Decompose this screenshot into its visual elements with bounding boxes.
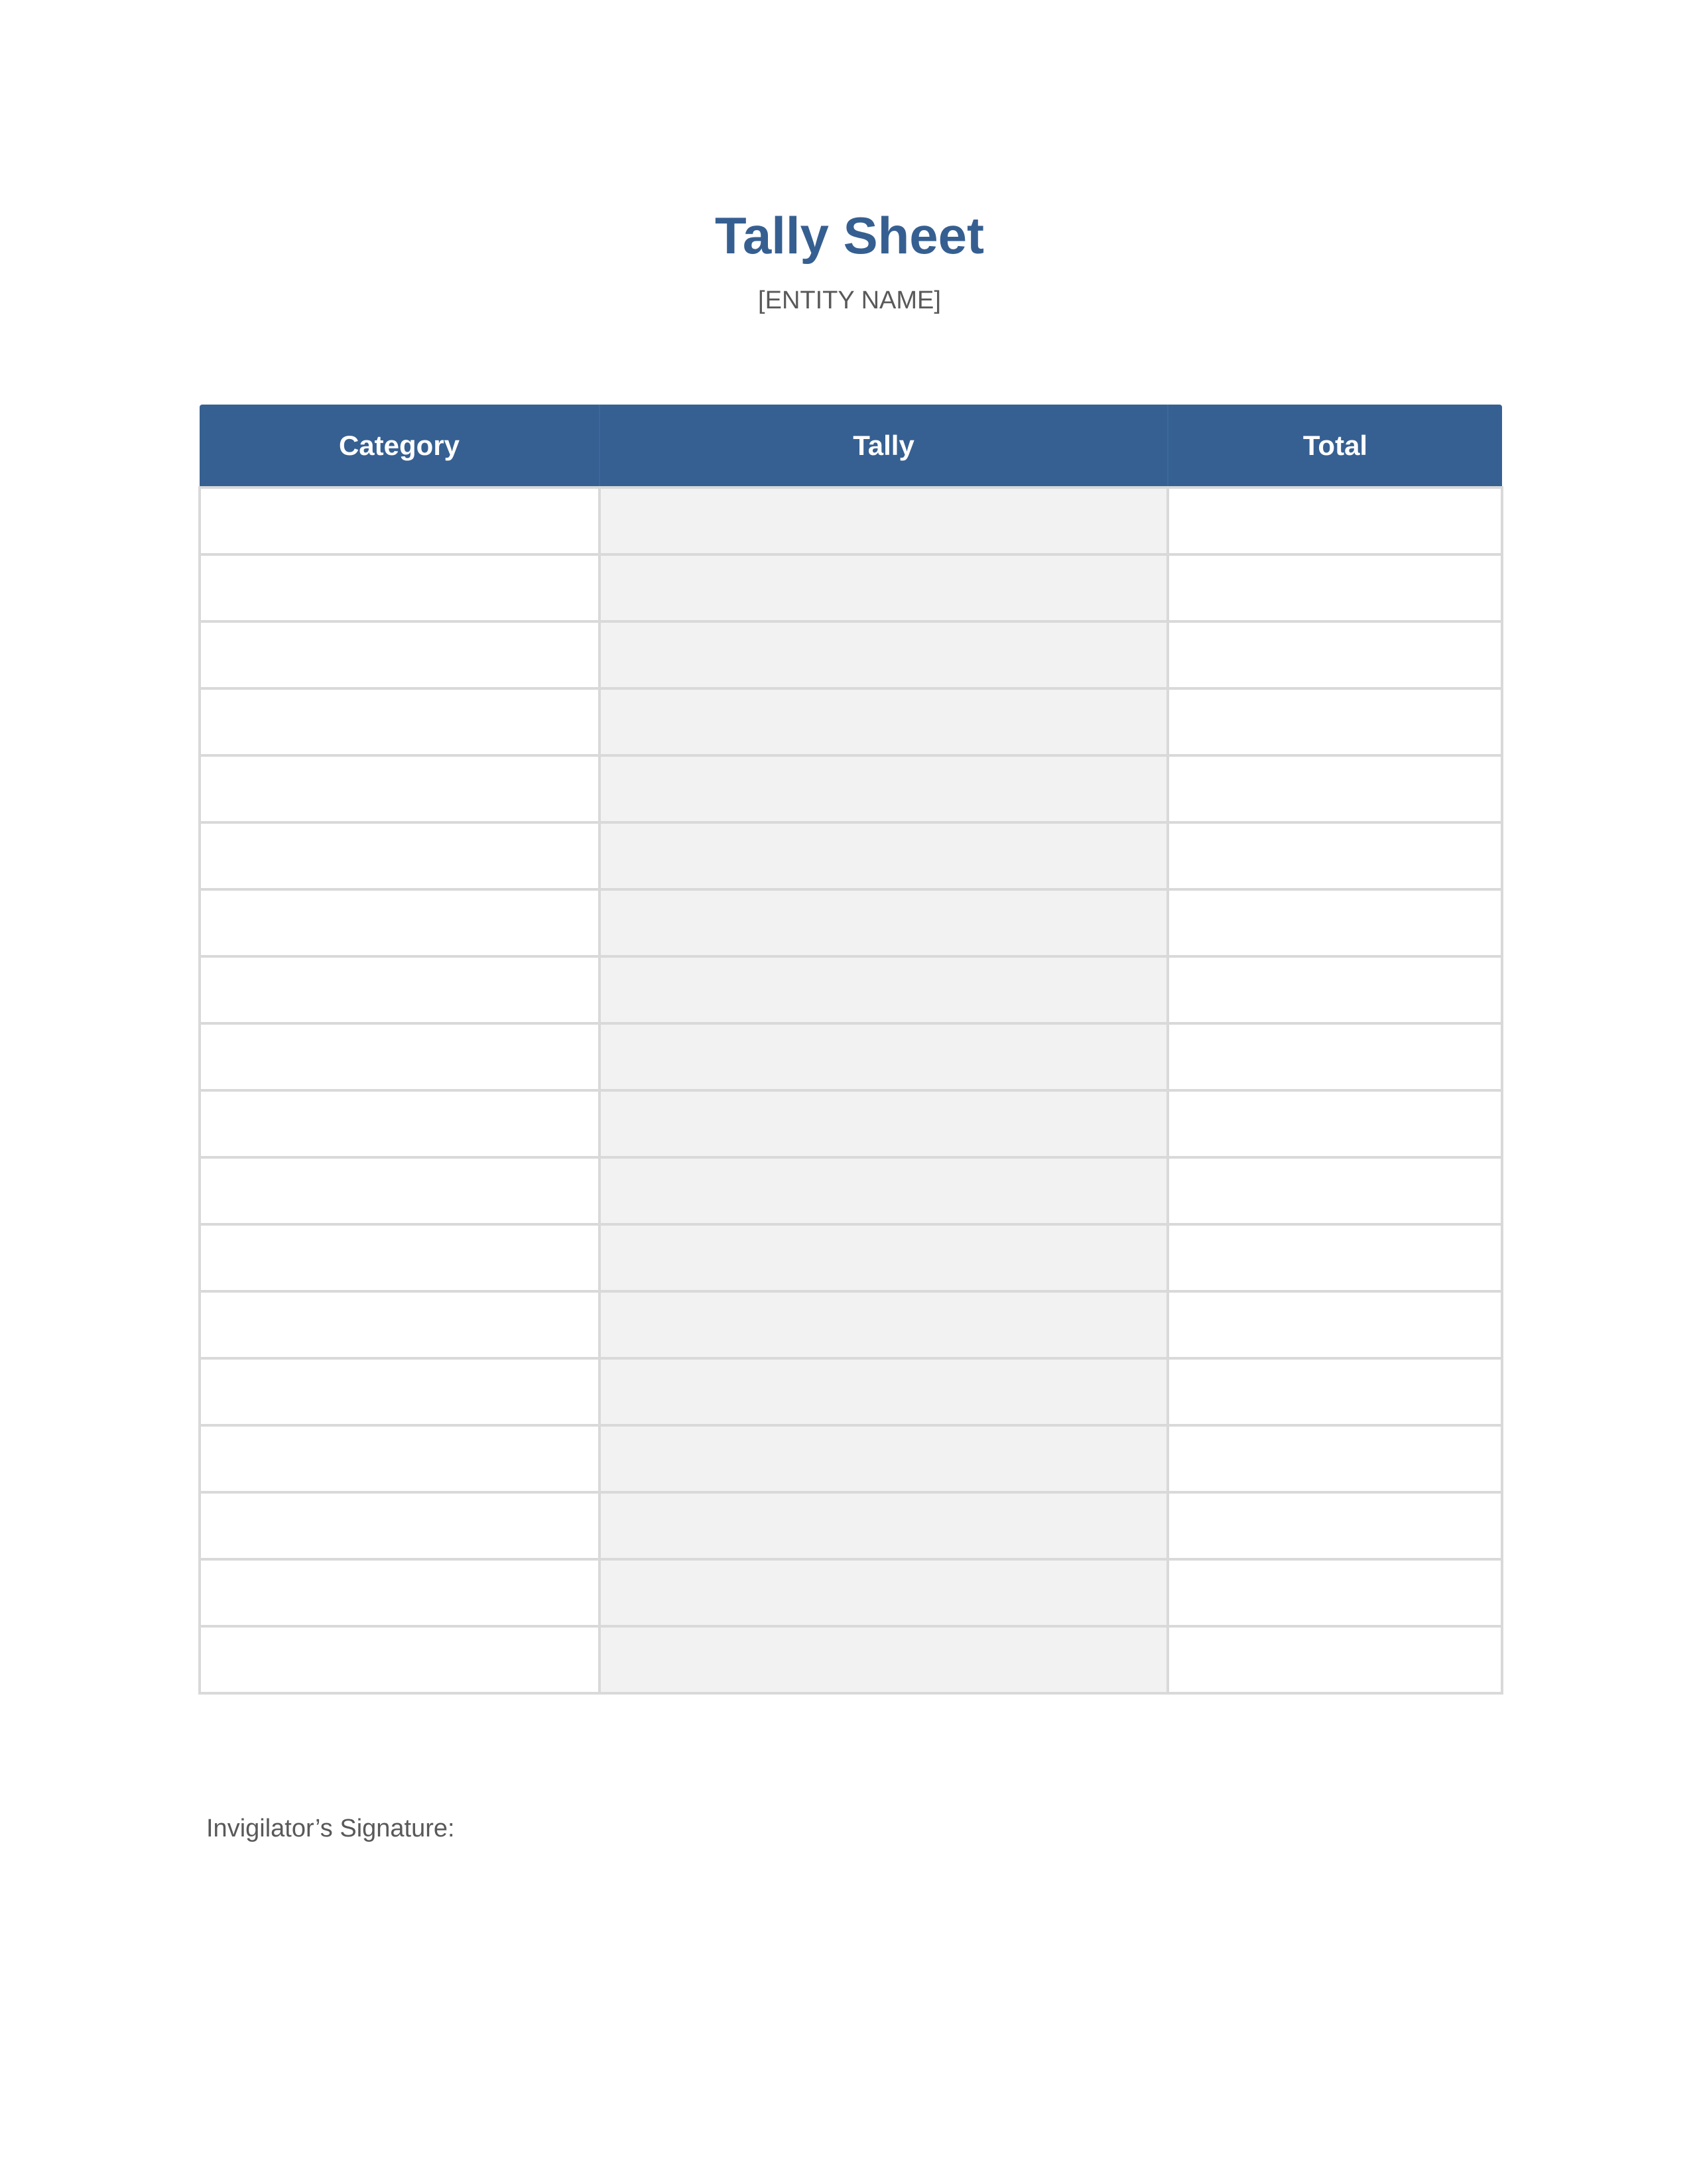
tally-cell[interactable]	[599, 1090, 1168, 1157]
table-row	[200, 621, 1502, 688]
total-cell[interactable]	[1168, 755, 1502, 822]
category-cell[interactable]	[200, 1425, 599, 1492]
tally-cell[interactable]	[599, 755, 1168, 822]
table-row	[200, 1023, 1502, 1090]
table-row	[200, 822, 1502, 889]
tally-cell[interactable]	[599, 1492, 1168, 1559]
category-cell[interactable]	[200, 1090, 599, 1157]
table-row	[200, 1492, 1502, 1559]
tally-cell[interactable]	[599, 822, 1168, 889]
category-cell[interactable]	[200, 1492, 599, 1559]
table-row	[200, 1626, 1502, 1693]
category-cell[interactable]	[200, 1291, 599, 1358]
table-row	[200, 755, 1502, 822]
total-cell[interactable]	[1168, 1492, 1502, 1559]
total-cell[interactable]	[1168, 956, 1502, 1023]
category-cell[interactable]	[200, 1559, 599, 1626]
total-cell[interactable]	[1168, 688, 1502, 755]
column-header-total: Total	[1168, 405, 1502, 487]
entity-name[interactable]: [ENTITY NAME]	[758, 287, 941, 314]
total-cell[interactable]	[1168, 1157, 1502, 1224]
total-cell[interactable]	[1168, 889, 1502, 956]
table-row	[200, 1291, 1502, 1358]
table-row	[200, 554, 1502, 621]
signature-label: Invigilator’s Signature:	[206, 1815, 455, 1842]
table-row	[200, 487, 1502, 554]
category-cell[interactable]	[200, 956, 599, 1023]
table-row	[200, 1090, 1502, 1157]
category-cell[interactable]	[200, 1626, 599, 1693]
tally-cell[interactable]	[599, 1291, 1168, 1358]
total-cell[interactable]	[1168, 621, 1502, 688]
category-cell[interactable]	[200, 1224, 599, 1291]
total-cell[interactable]	[1168, 1425, 1502, 1492]
category-cell[interactable]	[200, 1023, 599, 1090]
table-row	[200, 889, 1502, 956]
category-cell[interactable]	[200, 1358, 599, 1425]
total-cell[interactable]	[1168, 1559, 1502, 1626]
tally-cell[interactable]	[599, 956, 1168, 1023]
table-row	[200, 1559, 1502, 1626]
table-row	[200, 1425, 1502, 1492]
column-header-category: Category	[200, 405, 599, 487]
table-header-row	[200, 405, 1502, 487]
total-cell[interactable]	[1168, 1090, 1502, 1157]
category-cell[interactable]	[200, 487, 599, 554]
table-row	[200, 1358, 1502, 1425]
total-cell[interactable]	[1168, 1358, 1502, 1425]
total-cell[interactable]	[1168, 1023, 1502, 1090]
tally-table	[198, 405, 1503, 1695]
tally-cell[interactable]	[599, 1157, 1168, 1224]
table-row	[200, 956, 1502, 1023]
tally-cell[interactable]	[599, 889, 1168, 956]
tally-cell[interactable]	[599, 621, 1168, 688]
tally-cell[interactable]	[599, 1559, 1168, 1626]
table-row	[200, 1224, 1502, 1291]
tally-cell[interactable]	[599, 487, 1168, 554]
tally-cell[interactable]	[599, 1626, 1168, 1693]
tally-cell[interactable]	[599, 1358, 1168, 1425]
tally-cell[interactable]	[599, 1425, 1168, 1492]
total-cell[interactable]	[1168, 487, 1502, 554]
total-cell[interactable]	[1168, 1626, 1502, 1693]
tally-cell[interactable]	[599, 554, 1168, 621]
total-cell[interactable]	[1168, 822, 1502, 889]
category-cell[interactable]	[200, 688, 599, 755]
category-cell[interactable]	[200, 621, 599, 688]
category-cell[interactable]	[200, 889, 599, 956]
total-cell[interactable]	[1168, 554, 1502, 621]
total-cell[interactable]	[1168, 1224, 1502, 1291]
category-cell[interactable]	[200, 755, 599, 822]
category-cell[interactable]	[200, 1157, 599, 1224]
table-row	[200, 1157, 1502, 1224]
column-header-tally: Tally	[599, 405, 1168, 487]
category-cell[interactable]	[200, 822, 599, 889]
table-body	[200, 487, 1502, 1693]
category-cell[interactable]	[200, 554, 599, 621]
tally-cell[interactable]	[599, 1224, 1168, 1291]
tally-cell[interactable]	[599, 688, 1168, 755]
page-title: Tally Sheet	[714, 206, 985, 265]
total-cell[interactable]	[1168, 1291, 1502, 1358]
tally-cell[interactable]	[599, 1023, 1168, 1090]
table-row	[200, 688, 1502, 755]
